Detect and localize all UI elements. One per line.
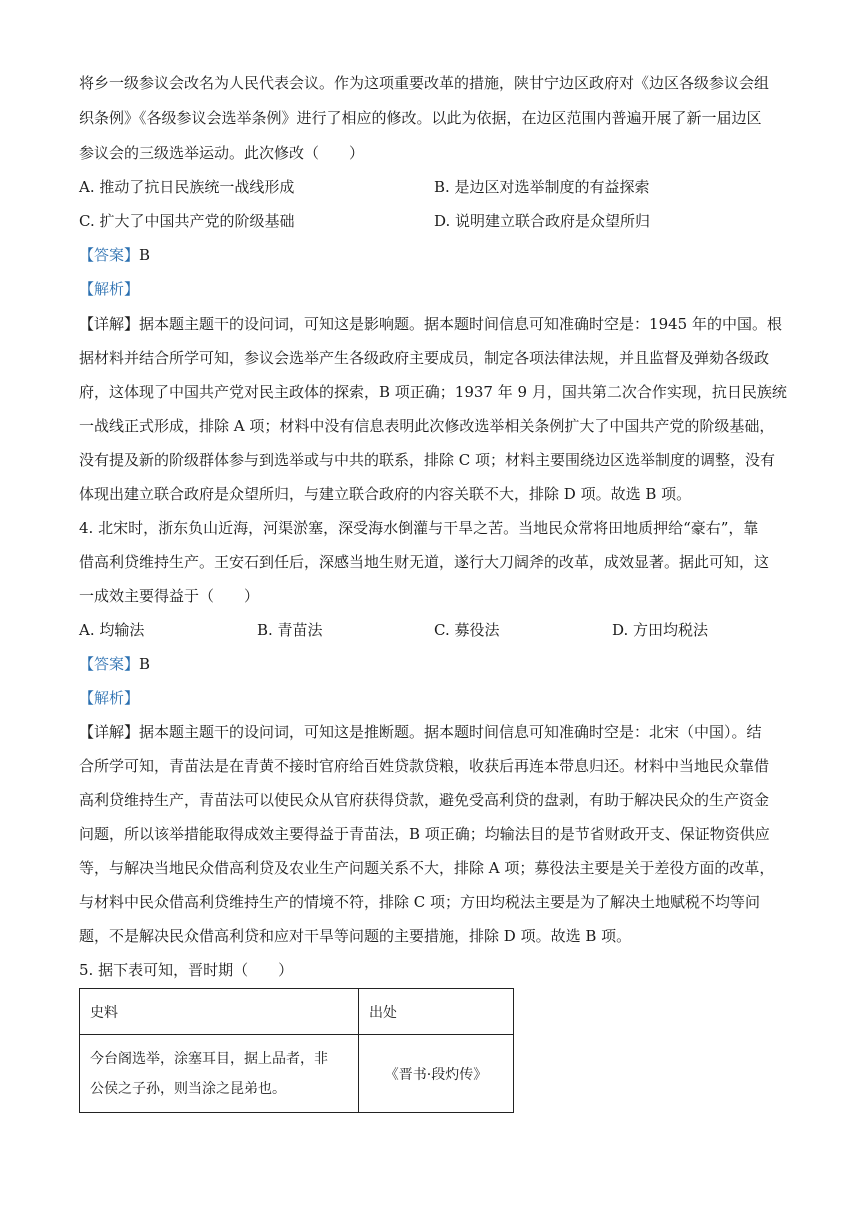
q4-detail-line-5: 等，与解决当地民众借高利贷及农业生产问题关系不大，排除 A 项；募役法主要是关于差役方面的改革， [79, 859, 775, 877]
q4-detail-line-7: 题，不是解决民众借高利贷和应对干旱等问题的主要措施，排除 D 项。故选 B 项。 [79, 927, 632, 945]
answer-value: B [139, 655, 151, 673]
detail-tag: 【详解】 [79, 315, 140, 333]
q4-stem-line-2: 借高利贷维持生产。王安石到任后，深感当地生财无道，遂行大刀阔斧的改革，成效显著。据此可知，这 [79, 553, 770, 571]
q4-option-b: B. 青苗法 [257, 621, 323, 639]
q3-option-a: A. 推动了抗日民族统一战线形成 [79, 178, 295, 196]
q4-analysis [79, 688, 791, 708]
q4-stem-line-3: 一成效主要得益于（ ） [79, 587, 260, 605]
analysis-tag: 【解析】 [79, 280, 140, 298]
q4-detail-line-1 [79, 722, 791, 742]
q4-option-c: C. 募役法 [434, 621, 500, 639]
source-table [79, 988, 514, 1113]
q3-option-d: D. 说明建立联合政府是众望所归 [434, 212, 651, 230]
q4-option-a: A. 均输法 [79, 621, 145, 639]
table-cell-origin: 《晋书·段灼传》 [359, 1035, 514, 1113]
table-header-source-text: 史料 [80, 989, 359, 1035]
q4-option-d: D. 方田均税法 [612, 621, 709, 639]
table-cell-source-text [80, 1035, 359, 1113]
q5-stem: 5. 据下表可知，晋时期（ ） [79, 961, 294, 979]
q4-detail-line-3: 高利贷维持生产，青苗法可以使民众从官府获得贷款，避免受高利贷的盘剥，有助于解决民众的生产资金 [79, 791, 770, 809]
q4-answer [79, 654, 791, 674]
detail-text: 据本题主题干的设问词，可知这是推断题。据本题时间信息可知准确时空是：北宋（中国）。结 [139, 723, 762, 741]
q3-detail-line-2: 据材料并结合所学可知，参议会选举产生各级政府主要成员，制定各项法律法规，并且监督及弹劾各级政 [79, 349, 770, 367]
q3-detail-line-4: 一战线正式形成，排除 A 项；材料中没有信息表明此次修改选举相关条例扩大了中国共产党的阶级基础， [79, 417, 775, 435]
answer-value: B [139, 246, 151, 264]
q3-detail-line-6: 体现出建立联合政府是众望所归，与建立联合政府的内容关联不大，排除 D 项。故选 B 项。 [79, 485, 692, 503]
answer-tag: 【答案】 [79, 246, 140, 264]
q4-detail-line-6: 与材料中民众借高利贷维持生产的情境不符，排除 C 项；方田均税法主要是为了解决土地赋税不均等问 [79, 893, 761, 911]
table-header-row [80, 989, 514, 1035]
q3-stem-line-3: 参议会的三级选举运动。此次修改（ ） [79, 144, 365, 162]
detail-text: 据本题主题干的设问词，可知这是影响题。据本题时间信息可知准确时空是：1945 年的中国。根 [139, 315, 782, 333]
analysis-tag: 【解析】 [79, 689, 140, 707]
q4-stem-line-1: 4. 北宋时，浙东负山近海，河渠淤塞，深受海水倒灌与干旱之苦。当地民众常将田地质押给“豪右”，靠 [79, 519, 759, 537]
table-row [80, 1035, 514, 1113]
q3-answer [79, 245, 791, 265]
detail-tag: 【详解】 [79, 723, 140, 741]
q3-detail-line-5: 没有提及新的阶级群体参与到选举或与中共的联系，排除 C 项；材料主要围绕边区选举制度的调整，没有 [79, 451, 776, 469]
q3-detail-line-3: 府，这体现了中国共产党对民主政体的探索，B 项正确；1937 年 9 月，国共第二次合作实现，抗日民族统 [79, 383, 787, 401]
q3-detail-line-1 [79, 314, 791, 334]
table-header-origin: 出处 [359, 989, 514, 1035]
answer-tag: 【答案】 [79, 655, 140, 673]
q3-stem-line-1: 将乡一级参议会改名为人民代表会议。作为这项重要改革的措施，陕甘宁边区政府对《边区各级参议会组 [79, 74, 770, 92]
table-cell-line-1: 今台阁选举，涂塞耳目，据上品者，非 [90, 1050, 328, 1067]
q3-option-b: B. 是边区对选举制度的有益探索 [434, 178, 650, 196]
q3-stem-line-2: 织条例》《各级参议会选举条例》进行了相应的修改。以此为依据，在边区范围内普遍开展了新一届边区 [79, 109, 762, 127]
q3-option-c: C. 扩大了中国共产党的阶级基础 [79, 212, 295, 230]
q4-detail-line-4: 问题，所以该举措能取得成效主要得益于青苗法，B 项正确；均输法目的是节省财政开支、保证物资供应 [79, 825, 770, 843]
q3-analysis [79, 279, 791, 299]
q4-detail-line-2: 合所学可知，青苗法是在青黄不接时官府给百姓贷款贷粮，收获后再连本带息归还。材料中当地民众靠借 [79, 757, 770, 775]
table-cell-line-2: 公侯之子孙，则当涂之昆弟也。 [90, 1080, 286, 1097]
